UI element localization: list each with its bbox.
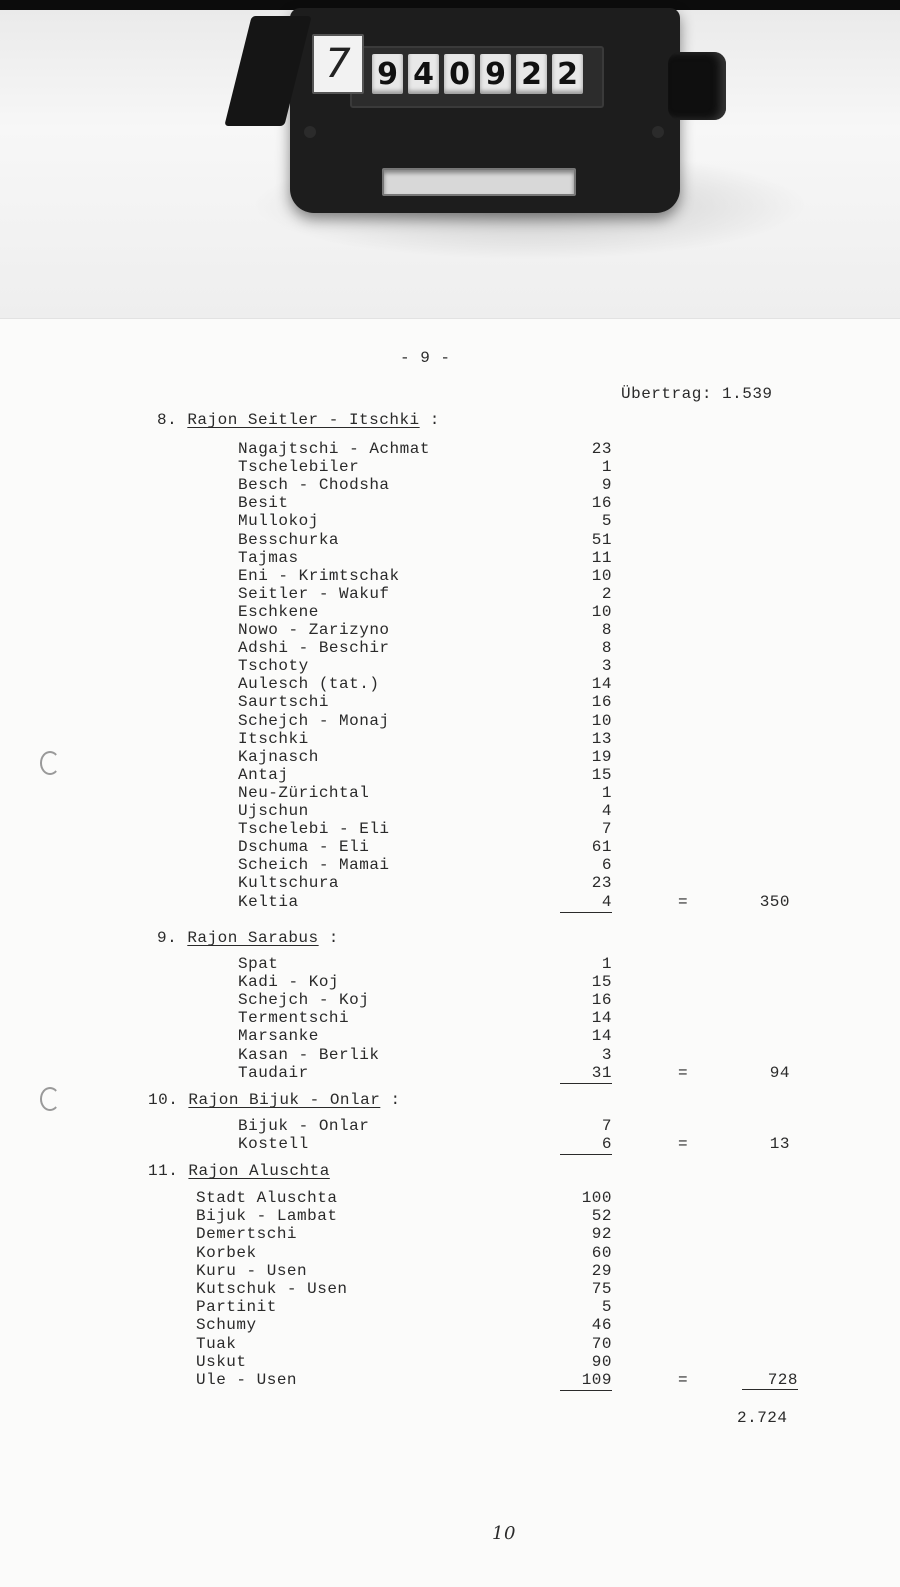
section-colon: :	[419, 411, 440, 429]
section-title: Rajon Aluschta	[188, 1162, 330, 1180]
place-count: 8	[601, 639, 612, 657]
place-count: 1	[601, 784, 612, 802]
place-count: 10	[591, 567, 612, 585]
place-name: Scheich - Mamai	[238, 856, 390, 874]
place-count: 5	[601, 512, 612, 530]
place-count: 13	[591, 730, 612, 748]
place-count: 109	[560, 1371, 612, 1391]
section-heading	[157, 929, 339, 947]
equals-sign: =	[678, 1135, 689, 1153]
place-name: Kasan - Berlik	[238, 1046, 380, 1064]
place-name: Mullokoj	[238, 512, 319, 530]
place-name: Schejch - Koj	[238, 991, 370, 1009]
punch-hole-icon	[40, 751, 60, 775]
section-heading	[157, 411, 440, 429]
place-name: Ujschun	[238, 802, 309, 820]
place-count: 92	[591, 1225, 612, 1243]
section-number: 8.	[157, 411, 188, 429]
place-name: Termentschi	[238, 1009, 350, 1027]
counter-knob	[668, 52, 726, 120]
section-colon: :	[380, 1091, 401, 1109]
place-name: Kutschuk - Usen	[196, 1280, 348, 1298]
place-name: Korbek	[196, 1244, 257, 1262]
place-name: Schejch - Monaj	[238, 712, 390, 730]
place-count: 11	[591, 549, 612, 567]
equals-sign: =	[678, 1371, 689, 1389]
place-count: 70	[591, 1335, 612, 1353]
place-count: 8	[601, 621, 612, 639]
place-count: 9	[601, 476, 612, 494]
place-name: Spat	[238, 955, 279, 973]
place-name: Kuru - Usen	[196, 1262, 308, 1280]
place-count: 10	[591, 712, 612, 730]
place-count: 46	[591, 1316, 612, 1334]
section-title: Rajon Bijuk - Onlar	[188, 1091, 381, 1109]
place-count: 16	[591, 991, 612, 1009]
counter-slot	[382, 168, 576, 196]
counter-digit: 2	[516, 54, 547, 94]
place-count: 16	[591, 693, 612, 711]
page-number: - 9 -	[400, 349, 451, 367]
section-subtotal: 350	[759, 893, 790, 911]
place-name: Tuak	[196, 1335, 237, 1353]
place-name: Seitler - Wakuf	[238, 585, 390, 603]
place-name: Besit	[238, 494, 289, 512]
place-name: Itschki	[238, 730, 309, 748]
place-count: 51	[591, 531, 612, 549]
place-count: 6	[560, 1135, 612, 1155]
place-name: Tschelebiler	[238, 458, 360, 476]
place-count: 1	[601, 458, 612, 476]
place-count: 75	[591, 1280, 612, 1298]
place-name: Partinit	[196, 1298, 277, 1316]
place-count: 61	[591, 838, 612, 856]
counter-photo	[0, 0, 900, 320]
punch-hole-icon	[40, 1087, 60, 1111]
place-count: 5	[601, 1298, 612, 1316]
place-count: 14	[591, 1009, 612, 1027]
place-name: Tschoty	[238, 657, 309, 675]
rivet-icon	[304, 126, 316, 138]
place-count: 52	[591, 1207, 612, 1225]
rivet-icon	[652, 126, 664, 138]
handwritten-folio: 10	[492, 1523, 516, 1544]
place-count: 2	[601, 585, 612, 603]
place-count: 29	[591, 1262, 612, 1280]
place-name: Marsanke	[238, 1027, 319, 1045]
section-heading	[148, 1162, 330, 1180]
grand-total: 2.724	[737, 1409, 788, 1427]
section-number: 10.	[148, 1091, 189, 1109]
place-count: 19	[591, 748, 612, 766]
counter-digits	[372, 54, 592, 96]
place-count: 1	[601, 955, 612, 973]
place-name: Kultschura	[238, 874, 340, 892]
place-count: 10	[591, 603, 612, 621]
equals-sign: =	[678, 893, 689, 911]
place-count: 31	[560, 1064, 612, 1084]
place-name: Besch - Chodsha	[238, 476, 390, 494]
place-count: 60	[591, 1244, 612, 1262]
place-name: Adshi - Beschir	[238, 639, 390, 657]
section-heading	[148, 1091, 401, 1109]
place-name: Antaj	[238, 766, 289, 784]
place-name: Tajmas	[238, 549, 299, 567]
place-name: Kajnasch	[238, 748, 319, 766]
place-count: 7	[601, 1117, 612, 1135]
place-count: 15	[591, 766, 612, 784]
place-count: 14	[591, 1027, 612, 1045]
place-name: Demertschi	[196, 1225, 298, 1243]
place-name: Kostell	[238, 1135, 309, 1153]
place-count: 14	[591, 675, 612, 693]
place-name: Saurtschi	[238, 693, 329, 711]
place-name: Kadi - Koj	[238, 973, 340, 991]
place-count: 3	[601, 657, 612, 675]
section-number: 11.	[148, 1162, 189, 1180]
place-name: Nagajtschi - Achmat	[238, 440, 430, 458]
place-name: Neu-Zürichtal	[238, 784, 370, 802]
place-name: Dschuma - Eli	[238, 838, 370, 856]
counter-digit: 9	[480, 54, 511, 94]
place-name: Keltia	[238, 893, 299, 911]
place-name: Bijuk - Lambat	[196, 1207, 338, 1225]
counter-digit: 0	[444, 54, 475, 94]
place-name: Tschelebi - Eli	[238, 820, 390, 838]
place-count: 4	[560, 893, 612, 913]
place-name: Taudair	[238, 1064, 309, 1082]
section-colon: :	[318, 929, 339, 947]
place-count: 23	[591, 874, 612, 892]
place-count: 6	[601, 856, 612, 874]
place-name: Aulesch (tat.)	[238, 675, 380, 693]
place-count: 4	[601, 802, 612, 820]
carry-over: Übertrag: 1.539	[621, 385, 773, 403]
counter-digit: 9	[372, 54, 403, 94]
equals-sign: =	[678, 1064, 689, 1082]
section-subtotal: 728	[742, 1371, 798, 1390]
place-name: Uskut	[196, 1353, 247, 1371]
place-name: Bijuk - Onlar	[238, 1117, 370, 1135]
counter-digit: 4	[408, 54, 439, 94]
place-name: Stadt Aluschta	[196, 1189, 338, 1207]
place-name: Besschurka	[238, 531, 340, 549]
counter-digit: 2	[552, 54, 583, 94]
document-page	[0, 318, 900, 1587]
counter-strap	[224, 16, 311, 126]
place-name: Nowo - Zarizyno	[238, 621, 390, 639]
numbering-counter	[290, 8, 680, 213]
section-subtotal: 94	[769, 1064, 790, 1082]
section-subtotal: 13	[769, 1135, 790, 1153]
section-title: Rajon Seitler - Itschki	[187, 411, 420, 429]
section-title: Rajon Sarabus	[187, 929, 319, 947]
place-count: 23	[591, 440, 612, 458]
counter-label: 7	[312, 34, 364, 94]
place-name: Eschkene	[238, 603, 319, 621]
place-name: Ule - Usen	[196, 1371, 298, 1389]
place-count: 7	[601, 820, 612, 838]
place-count: 3	[601, 1046, 612, 1064]
section-number: 9.	[157, 929, 188, 947]
place-name: Schumy	[196, 1316, 257, 1334]
place-count: 16	[591, 494, 612, 512]
place-count: 15	[591, 973, 612, 991]
place-name: Eni - Krimtschak	[238, 567, 400, 585]
place-count: 90	[591, 1353, 612, 1371]
place-count: 100	[581, 1189, 612, 1207]
